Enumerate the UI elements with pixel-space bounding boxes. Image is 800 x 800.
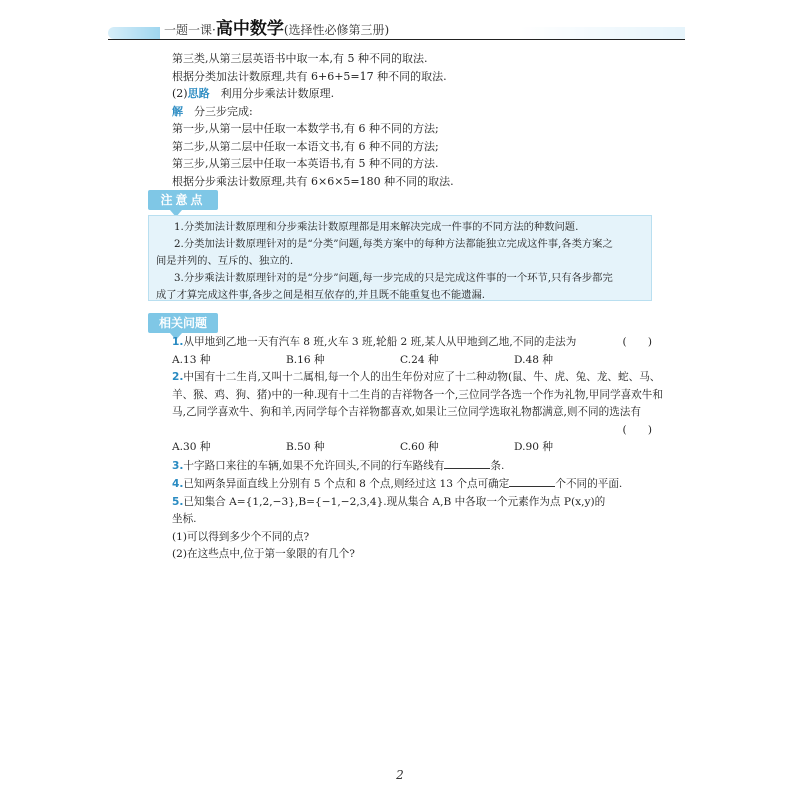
question-text: 已知两条异面直线上分别有 5 个点和 8 个点,则经过这 13 个点可确定 <box>183 478 510 490</box>
header-title <box>164 18 389 41</box>
choice-b: B.16 种 <box>286 353 325 366</box>
question-1-choices <box>172 352 652 370</box>
question-1 <box>172 334 652 352</box>
question-number: 3. <box>172 459 184 472</box>
question-2-line: 马,乙同学喜欢牛、狗和羊,丙同学每个吉祥物都喜欢,如果让三位同学选取礼物都满意,则不同的选法有 <box>172 406 641 418</box>
question-2 <box>172 369 661 387</box>
solve-line <box>172 103 652 121</box>
question-text-end: 条. <box>490 459 505 472</box>
solve-label: 解 <box>172 104 183 118</box>
answer-paren: ( ) <box>622 336 652 348</box>
step-line: 第二步,从第二层中任取一本语文书,有 6 种不同的方法; <box>172 139 439 153</box>
question-2-line: 羊、猴、鸡、狗、猪)中的一种.现有十二生肖的吉祥物各一个,三位同学各选一个作为礼物,甲同学喜欢牛和 <box>172 388 663 401</box>
thought-line <box>172 85 652 103</box>
thought-label: 思路 <box>187 87 210 100</box>
question-5 <box>172 494 652 512</box>
question-3 <box>172 457 652 476</box>
note-line: 间是并列的、互斥的、独立的. <box>156 255 294 267</box>
header-subtitle: (选择性必修第三册) <box>283 23 390 37</box>
header-brand: 高中数学 <box>215 19 284 39</box>
question-5-line: 坐标. <box>172 513 197 525</box>
header-prefix: 一题一课· <box>164 23 216 37</box>
question-2-choices <box>172 439 652 457</box>
question-2-paren-line <box>172 422 652 440</box>
step-line: 根据分步乘法计数原理,共有 6×6×5=180 种不同的取法. <box>172 174 454 188</box>
question-number: 1. <box>172 336 184 348</box>
solution-line: 根据分类加法计数原理,共有 6+6+5=17 种不同的取法. <box>172 69 447 83</box>
note-line: 1.分类加法计数原理和分步乘法计数原理都是用来解决完成一件事的不同方法的种数问题. <box>174 221 579 233</box>
header-decor-stripe <box>108 27 160 39</box>
question-number: 5. <box>172 495 184 508</box>
question-number: 2. <box>172 371 184 383</box>
question-4 <box>172 475 652 494</box>
step-line: 第三步,从第三层中任取一本英语书,有 5 种不同的方法. <box>172 157 439 170</box>
choice-d: D.48 种 <box>514 353 553 366</box>
solution-line: 第三类,从第三层英语书中取一本,有 5 种不同的取法. <box>172 52 428 65</box>
question-text: 已知集合 A={1,2,−3},B={−1,−2,3,4}.现从集合 A,B 中各取一个元素作为点 P(x,y)的 <box>183 495 606 508</box>
answer-blank[interactable] <box>444 457 490 469</box>
question-text-end: 个不同的平面. <box>555 478 623 490</box>
question-text: 十字路口来往的车辆,如果不允许回头,不同的行车路线有 <box>183 459 445 472</box>
choice-d: D.90 种 <box>514 441 553 453</box>
question-text: 中国有十二生肖,又叫十二属相,每一个人的出生年份对应了十二种动物(鼠、牛、虎、兔、龙、蛇、马、 <box>183 371 661 383</box>
answer-blank[interactable] <box>509 475 555 487</box>
step-line: 第一步,从第一层中任取一本数学书,有 6 种不同的方法; <box>172 122 439 135</box>
note-line: 2.分类加法计数原理针对的是“分类”问题,每类方案中的每种方法都能独立完成这件事,各类方案之 <box>174 238 613 250</box>
choice-a: A.30 种 <box>172 441 211 453</box>
choice-c: C.60 种 <box>400 441 439 453</box>
question-text: 从甲地到乙地一天有汽车 8 班,火车 3 班,轮船 2 班,某人从甲地到乙地,不同的走法为 <box>183 336 577 348</box>
choice-a: A.13 种 <box>172 353 211 366</box>
questions-heading: 相关问题 <box>148 313 218 333</box>
page-number: 2 <box>396 768 404 782</box>
thought-prefix: (2) <box>172 87 188 100</box>
question-number: 4. <box>172 478 184 490</box>
answer-paren: ( ) <box>622 423 652 436</box>
page-header <box>0 18 800 40</box>
questions-section <box>172 334 663 564</box>
thought-text: 利用分步乘法计数原理. <box>220 87 335 100</box>
question-5-sub1: (1)可以得到多少个不同的点? <box>172 530 310 543</box>
question-5-sub2: (2)在这些点中,位于第一象限的有几个? <box>172 548 355 560</box>
note-line: 3.分步乘法计数原理针对的是“分步”问题,每一步完成的只是完成这件事的一个环节,只有各步都完 <box>174 272 613 284</box>
note-line: 成了才算完成这件事,各步之间是相互依存的,并且既不能重复也不能遗漏. <box>156 289 486 301</box>
note-content <box>156 219 648 304</box>
note-heading: 注意点 <box>148 190 218 210</box>
header-decor-fade <box>520 27 685 39</box>
choice-b: B.50 种 <box>286 441 325 453</box>
choice-c: C.24 种 <box>400 353 439 366</box>
solution-section <box>172 50 652 190</box>
solve-text: 分三步完成: <box>194 104 253 118</box>
